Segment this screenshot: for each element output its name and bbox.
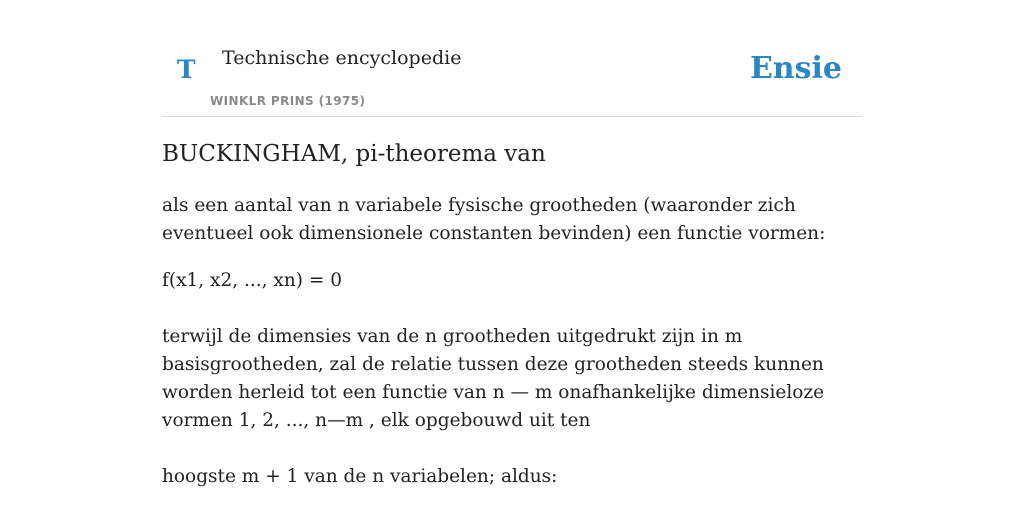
paragraph: terwijl de dimensies van de n grootheden uitgedrukt zijn in m basisgrootheden, zal de relatie tussen deze grootheden steeds kunnen worden herleid tot een functie van n — m onafhankelijke dimensieloze vormen 1, 2, ..., n—m , elk opgebouwd uit ten	[162, 326, 825, 431]
book-source: WINKLR PRINS (1975)	[210, 94, 366, 108]
ensie-logo[interactable]: Ensie	[749, 51, 842, 86]
paragraph: hoogste m + 1 van de n variabelen; aldus:	[162, 466, 558, 487]
header	[162, 0, 862, 117]
article	[162, 138, 868, 491]
book-title[interactable]: Technische encyclopedie	[222, 47, 462, 69]
paragraph: als een aantal van n variabele fysische grootheden (waaronder zich eventueel ook dimensionele constanten bevinden) een functie vormen:	[162, 195, 826, 244]
book-icon: T	[177, 55, 196, 84]
entry-title: BUCKINGHAM, pi-theorema van	[162, 141, 546, 167]
formula: f(x1, x2, ..., xn) = 0	[162, 270, 342, 291]
